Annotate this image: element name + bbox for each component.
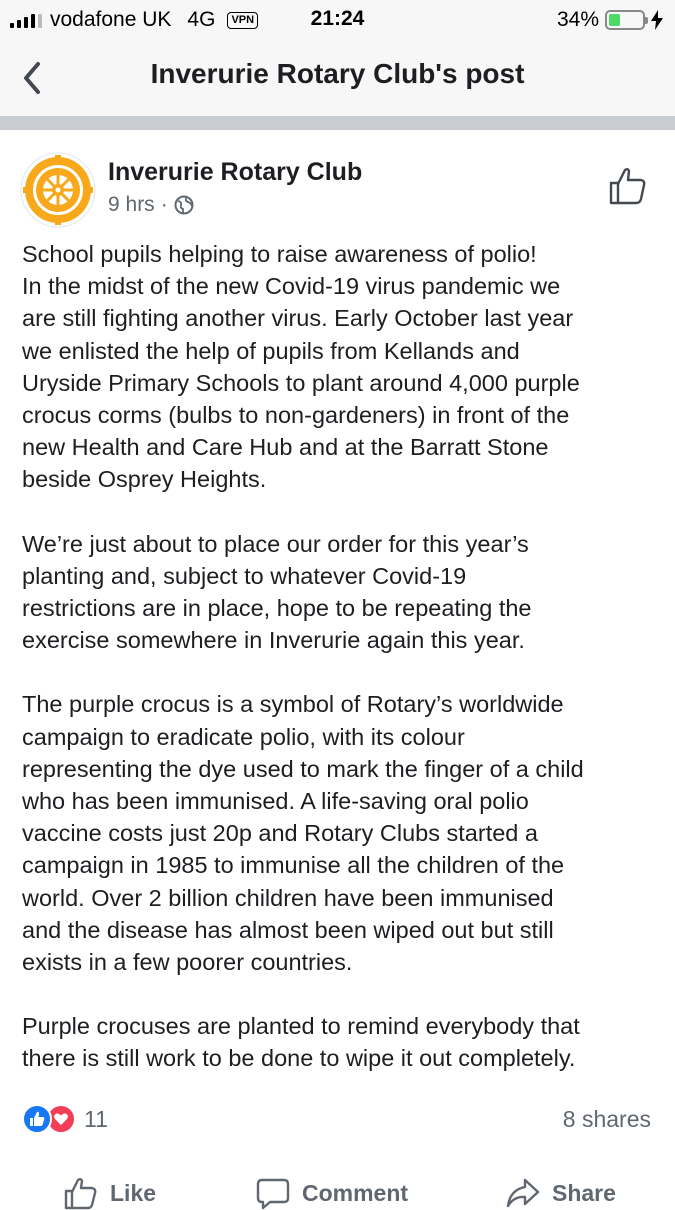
post-text-line: new Health and Care Hub and at the Barratt Stone bbox=[22, 434, 549, 461]
reactions-summary[interactable] bbox=[22, 1104, 108, 1134]
post-author[interactable]: Inverurie Rotary Club bbox=[108, 158, 363, 186]
navigation-header bbox=[0, 40, 675, 116]
share-icon bbox=[506, 1176, 540, 1210]
action-bar bbox=[0, 1168, 675, 1208]
thumbs-up-icon bbox=[64, 1176, 98, 1210]
post-text-line: are still fighting another virus. Early October last year bbox=[22, 305, 574, 332]
post-text-line: beside Osprey Heights. bbox=[22, 466, 267, 493]
globe-icon bbox=[174, 195, 194, 215]
battery-percent: 34% bbox=[556, 8, 599, 31]
post-paragraph bbox=[22, 688, 662, 978]
vpn-badge: VPN bbox=[227, 12, 258, 29]
post-text-line: vaccine costs just 20p and Rotary Clubs started a bbox=[22, 820, 538, 847]
clock: 21:24 bbox=[310, 7, 365, 30]
post-paragraph bbox=[22, 238, 662, 496]
header-divider bbox=[0, 116, 675, 130]
post-text-line: we enlisted the help of pupils from Kellands and bbox=[22, 337, 520, 364]
carrier-name: vodafone UK bbox=[50, 8, 172, 31]
charging-bolt-icon bbox=[651, 10, 663, 30]
share-label: Share bbox=[552, 1179, 616, 1206]
post-meta bbox=[108, 193, 194, 217]
comment-label: Comment bbox=[302, 1179, 409, 1206]
avatar[interactable] bbox=[20, 152, 96, 228]
status-bar bbox=[0, 0, 675, 40]
post-time[interactable]: 9 hrs bbox=[108, 193, 155, 216]
post-text-line: and the disease has almost been wiped out but still bbox=[22, 916, 554, 943]
post-paragraph bbox=[22, 1010, 662, 1074]
post-text-line: world. Over 2 billion children have been immunised bbox=[22, 884, 554, 911]
post-body bbox=[22, 238, 662, 1075]
post-text-line: there is still work to be done to wipe it out completely. bbox=[22, 1045, 576, 1072]
battery-icon bbox=[605, 10, 645, 30]
post-text-line: exists in a few poorer countries. bbox=[22, 949, 353, 976]
post-text-line: Purple crocuses are planted to remind everybody that bbox=[22, 1013, 580, 1040]
post-paragraph bbox=[22, 528, 662, 657]
post-text-line: who has been immunised. A life-saving oral polio bbox=[22, 788, 529, 815]
post-text-line: crocus corms (bulbs to non-gardeners) in front of the bbox=[22, 402, 570, 429]
thumbs-up-icon[interactable] bbox=[608, 166, 648, 206]
like-button[interactable] bbox=[64, 1176, 156, 1210]
comment-button[interactable] bbox=[256, 1176, 408, 1210]
network-type: 4G bbox=[187, 8, 216, 31]
post-text-line: School pupils helping to raise awareness of polio! bbox=[22, 241, 537, 267]
shares-count[interactable]: 8 shares bbox=[562, 1106, 651, 1132]
post-text-line: planting and, subject to whatever Covid-19 bbox=[22, 562, 467, 589]
comment-icon bbox=[256, 1176, 290, 1210]
post-text-line: campaign to eradicate polio, with its colour bbox=[22, 723, 465, 750]
post-text-line: campaign in 1985 to immunise all the children of the bbox=[22, 852, 565, 879]
post-text-line: restrictions are in place, hope to be repeating the bbox=[22, 595, 532, 622]
like-reaction-icon bbox=[22, 1104, 52, 1134]
page-title: Inverurie Rotary Club's post bbox=[150, 58, 525, 89]
post-text-line: In the midst of the new Covid-19 virus pandemic we bbox=[22, 273, 561, 300]
meta-separator: · bbox=[160, 193, 168, 216]
post-text-line: Uryside Primary Schools to plant around 4,000 purple bbox=[22, 369, 580, 396]
post-text-line: representing the dye used to mark the finger of a child bbox=[22, 755, 584, 782]
like-label: Like bbox=[110, 1179, 157, 1206]
battery-level bbox=[609, 14, 620, 26]
post-text-line: The purple crocus is a symbol of Rotary’s worldwide bbox=[22, 691, 564, 718]
share-button[interactable] bbox=[506, 1176, 616, 1210]
post-text-line: We’re just about to place our order for this year’s bbox=[22, 530, 529, 557]
post-text-line: exercise somewhere in Inverurie again this year. bbox=[22, 627, 525, 654]
reaction-count: 11 bbox=[84, 1105, 108, 1132]
